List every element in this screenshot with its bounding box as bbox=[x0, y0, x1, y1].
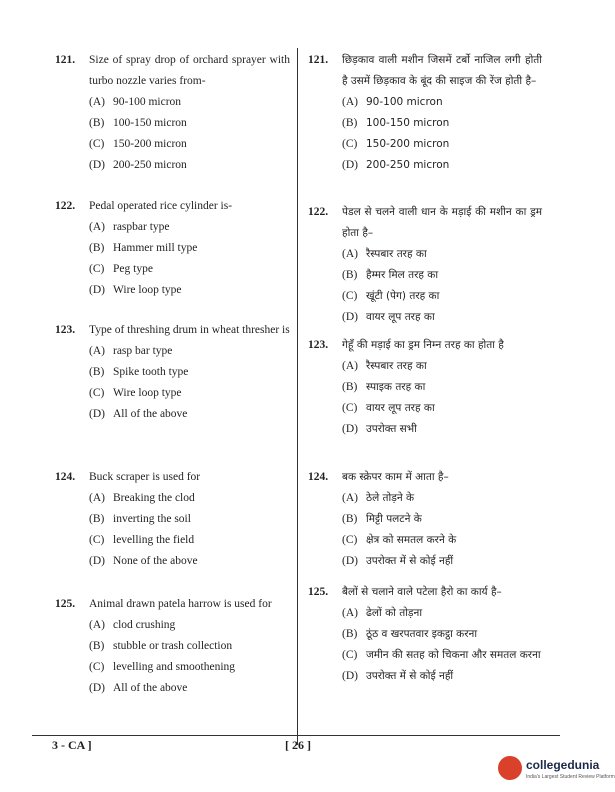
question-124 bbox=[308, 467, 542, 572]
option-label: (A) bbox=[342, 360, 358, 372]
option-a bbox=[308, 603, 542, 624]
footer-rule bbox=[32, 735, 560, 736]
option-text: Breaking the clod bbox=[113, 492, 195, 504]
option-text: 200-250 micron bbox=[113, 159, 187, 171]
option-text: 200-250 micron bbox=[366, 159, 450, 171]
question-text: बक स्क्रेपर काम में आता है– bbox=[342, 471, 449, 483]
option-a bbox=[308, 92, 542, 113]
option-text: उपरोक्त में से कोई नहीं bbox=[366, 670, 454, 682]
question-122 bbox=[308, 202, 542, 328]
logo-tagline: India's Largest Student Review Platform bbox=[526, 774, 615, 780]
question-stem bbox=[308, 50, 542, 92]
option-text: 150-200 micron bbox=[366, 138, 450, 150]
option-a bbox=[308, 244, 542, 265]
column-divider bbox=[297, 48, 298, 745]
option-label: (D) bbox=[89, 284, 105, 296]
option-text: 90-100 micron bbox=[113, 96, 182, 108]
option-label: (B) bbox=[89, 366, 105, 378]
option-label: (D) bbox=[342, 311, 358, 323]
option-d bbox=[308, 551, 542, 572]
option-label: (A) bbox=[342, 96, 358, 108]
option-b bbox=[308, 509, 542, 530]
option-text: मिट्टी पलटने के bbox=[366, 513, 422, 525]
option-label: (B) bbox=[89, 513, 105, 525]
option-label: (C) bbox=[89, 263, 105, 275]
question-number: 125. bbox=[55, 598, 76, 610]
option-text: उपरोक्त सभी bbox=[366, 423, 417, 435]
option-label: (B) bbox=[342, 628, 358, 640]
question-125 bbox=[308, 582, 542, 687]
option-label: (B) bbox=[342, 117, 358, 129]
option-text: levelling and smoothening bbox=[113, 661, 236, 673]
question-121 bbox=[55, 50, 290, 176]
option-c bbox=[308, 645, 542, 666]
question-text: बैलों से चलाने वाले पटेला हैरो का कार्य है– bbox=[342, 586, 502, 598]
question-125 bbox=[55, 594, 290, 699]
option-d bbox=[308, 155, 542, 176]
option-text: clod crushing bbox=[113, 619, 176, 631]
option-label: (B) bbox=[342, 269, 358, 281]
question-121 bbox=[308, 50, 542, 176]
option-label: (A) bbox=[342, 248, 358, 260]
option-label: (C) bbox=[89, 661, 105, 673]
question-stem bbox=[55, 467, 290, 488]
option-text: ढेलों को तोड़ना bbox=[366, 607, 423, 619]
question-number: 121. bbox=[308, 54, 329, 66]
option-b bbox=[308, 113, 542, 134]
option-b bbox=[55, 509, 290, 530]
option-label: (B) bbox=[89, 117, 105, 129]
paper-code: 3 - CA ] bbox=[52, 738, 92, 752]
option-label: (D) bbox=[342, 555, 358, 567]
option-text: रैस्पबार तरह का bbox=[366, 248, 427, 260]
option-text: ठूंठ व खरपतवार इकट्ठा करना bbox=[366, 628, 478, 640]
option-text: stubble or trash collection bbox=[113, 640, 233, 652]
question-123 bbox=[308, 335, 542, 440]
question-text: Pedal operated rice cylinder is- bbox=[89, 200, 233, 212]
option-d bbox=[55, 404, 290, 425]
option-label: (D) bbox=[89, 682, 105, 694]
question-122 bbox=[55, 196, 290, 301]
option-label: (A) bbox=[89, 96, 105, 108]
option-text: levelling the field bbox=[113, 534, 195, 546]
option-c bbox=[308, 134, 542, 155]
option-text: Hammer mill type bbox=[113, 242, 198, 254]
option-text: स्पाइक तरह का bbox=[366, 381, 426, 393]
page-number: [ 26 ] bbox=[285, 738, 311, 752]
question-number: 123. bbox=[55, 324, 76, 336]
question-text: Buck scraper is used for bbox=[89, 471, 201, 483]
option-d bbox=[55, 155, 290, 176]
question-number: 123. bbox=[308, 339, 329, 351]
option-d bbox=[308, 307, 542, 328]
option-label: (C) bbox=[342, 649, 358, 661]
option-text: 90-100 micron bbox=[366, 96, 443, 108]
option-label: (B) bbox=[342, 513, 358, 525]
question-stem bbox=[308, 467, 542, 488]
option-label: (A) bbox=[89, 221, 105, 233]
option-b bbox=[308, 265, 542, 286]
option-a bbox=[308, 356, 542, 377]
option-text: Wire loop type bbox=[113, 387, 182, 399]
option-text: उपरोक्त में से कोई नहीं bbox=[366, 555, 454, 567]
option-label: (D) bbox=[89, 159, 105, 171]
question-number: 124. bbox=[55, 471, 76, 483]
option-b bbox=[55, 113, 290, 134]
option-text: 100-150 micron bbox=[113, 117, 187, 129]
option-d bbox=[308, 666, 542, 687]
option-text: All of the above bbox=[113, 408, 188, 420]
option-a bbox=[55, 488, 290, 509]
option-b bbox=[55, 362, 290, 383]
question-text: Animal drawn patela harrow is used for bbox=[89, 598, 272, 610]
question-text: गेहूँ की मड़ाई का ड्रम निम्न तरह का होता है bbox=[342, 339, 504, 351]
option-c bbox=[308, 286, 542, 307]
option-label: (C) bbox=[342, 534, 358, 546]
option-text: वायर लूप तरह का bbox=[366, 311, 435, 323]
option-a bbox=[55, 341, 290, 362]
option-text: None of the above bbox=[113, 555, 198, 567]
question-stem bbox=[308, 582, 542, 603]
question-number: 125. bbox=[308, 586, 329, 598]
logo-icon bbox=[498, 756, 522, 780]
question-stem bbox=[55, 320, 290, 341]
option-label: (D) bbox=[89, 408, 105, 420]
question-number: 124. bbox=[308, 471, 329, 483]
question-number: 121. bbox=[55, 54, 76, 66]
option-c bbox=[55, 383, 290, 404]
question-stem bbox=[55, 50, 290, 92]
option-text: जमीन की सतह को चिकना और समतल करना bbox=[366, 649, 541, 661]
option-b bbox=[55, 238, 290, 259]
option-label: (C) bbox=[342, 290, 358, 302]
option-label: (A) bbox=[89, 345, 105, 357]
question-text: पेडल से चलने वाली धान के मड़ाई की मशीन का ड्रम होता है– bbox=[342, 206, 542, 239]
option-label: (C) bbox=[89, 534, 105, 546]
option-label: (A) bbox=[89, 492, 105, 504]
option-label: (A) bbox=[342, 492, 358, 504]
option-label: (C) bbox=[89, 138, 105, 150]
option-label: (B) bbox=[342, 381, 358, 393]
option-text: rasp bar type bbox=[113, 345, 173, 357]
option-c bbox=[55, 530, 290, 551]
question-stem bbox=[308, 335, 542, 356]
option-c bbox=[308, 530, 542, 551]
option-c bbox=[308, 398, 542, 419]
option-label: (D) bbox=[89, 555, 105, 567]
option-text: Peg type bbox=[113, 263, 153, 275]
option-a bbox=[308, 488, 542, 509]
question-text: Type of threshing drum in wheat thresher is bbox=[89, 324, 290, 336]
option-label: (D) bbox=[342, 423, 358, 435]
option-text: Wire loop type bbox=[113, 284, 182, 296]
option-text: 100-150 micron bbox=[366, 117, 450, 129]
option-text: raspbar type bbox=[113, 221, 170, 233]
question-stem bbox=[308, 202, 542, 244]
option-text: 150-200 micron bbox=[113, 138, 187, 150]
option-d bbox=[55, 678, 290, 699]
option-text: क्षेत्र को समतल करने के bbox=[366, 534, 457, 546]
option-label: (D) bbox=[342, 159, 358, 171]
collegedunia-logo bbox=[498, 754, 615, 788]
option-a bbox=[55, 615, 290, 636]
option-a bbox=[55, 217, 290, 238]
option-text: हैम्मर मिल तरह का bbox=[366, 269, 439, 281]
option-label: (A) bbox=[89, 619, 105, 631]
option-d bbox=[308, 419, 542, 440]
question-123 bbox=[55, 320, 290, 425]
question-124 bbox=[55, 467, 290, 572]
option-label: (A) bbox=[342, 607, 358, 619]
option-text: Spike tooth type bbox=[113, 366, 189, 378]
question-stem bbox=[55, 594, 290, 615]
option-text: खूंटी (पेग) तरह का bbox=[366, 290, 440, 302]
question-stem bbox=[55, 196, 290, 217]
option-label: (C) bbox=[342, 402, 358, 414]
question-number: 122. bbox=[55, 200, 76, 212]
logo-name: collegedunia bbox=[526, 758, 600, 772]
option-a bbox=[55, 92, 290, 113]
option-c bbox=[55, 134, 290, 155]
question-number: 122. bbox=[308, 206, 329, 218]
option-text: वायर लूप तरह का bbox=[366, 402, 435, 414]
question-text: Size of spray drop of orchard sprayer with turbo nozzle varies from- bbox=[89, 54, 290, 87]
option-b bbox=[308, 377, 542, 398]
option-label: (B) bbox=[89, 242, 105, 254]
option-text: ठेले तोड़ने के bbox=[366, 492, 415, 504]
option-d bbox=[55, 280, 290, 301]
option-b bbox=[55, 636, 290, 657]
option-text: All of the above bbox=[113, 682, 188, 694]
option-label: (C) bbox=[342, 138, 358, 150]
option-b bbox=[308, 624, 542, 645]
option-label: (B) bbox=[89, 640, 105, 652]
option-d bbox=[55, 551, 290, 572]
option-c bbox=[55, 657, 290, 678]
option-c bbox=[55, 259, 290, 280]
option-text: inverting the soil bbox=[113, 513, 191, 525]
option-label: (D) bbox=[342, 670, 358, 682]
question-text: छिड़काव वाली मशीन जिसमें टर्बो नाजिल लगी होती है उसमें छिड़काव के बूंद की साइज की रेंज होती है– bbox=[342, 54, 542, 87]
option-label: (C) bbox=[89, 387, 105, 399]
option-text: रैस्पबार तरह का bbox=[366, 360, 427, 372]
